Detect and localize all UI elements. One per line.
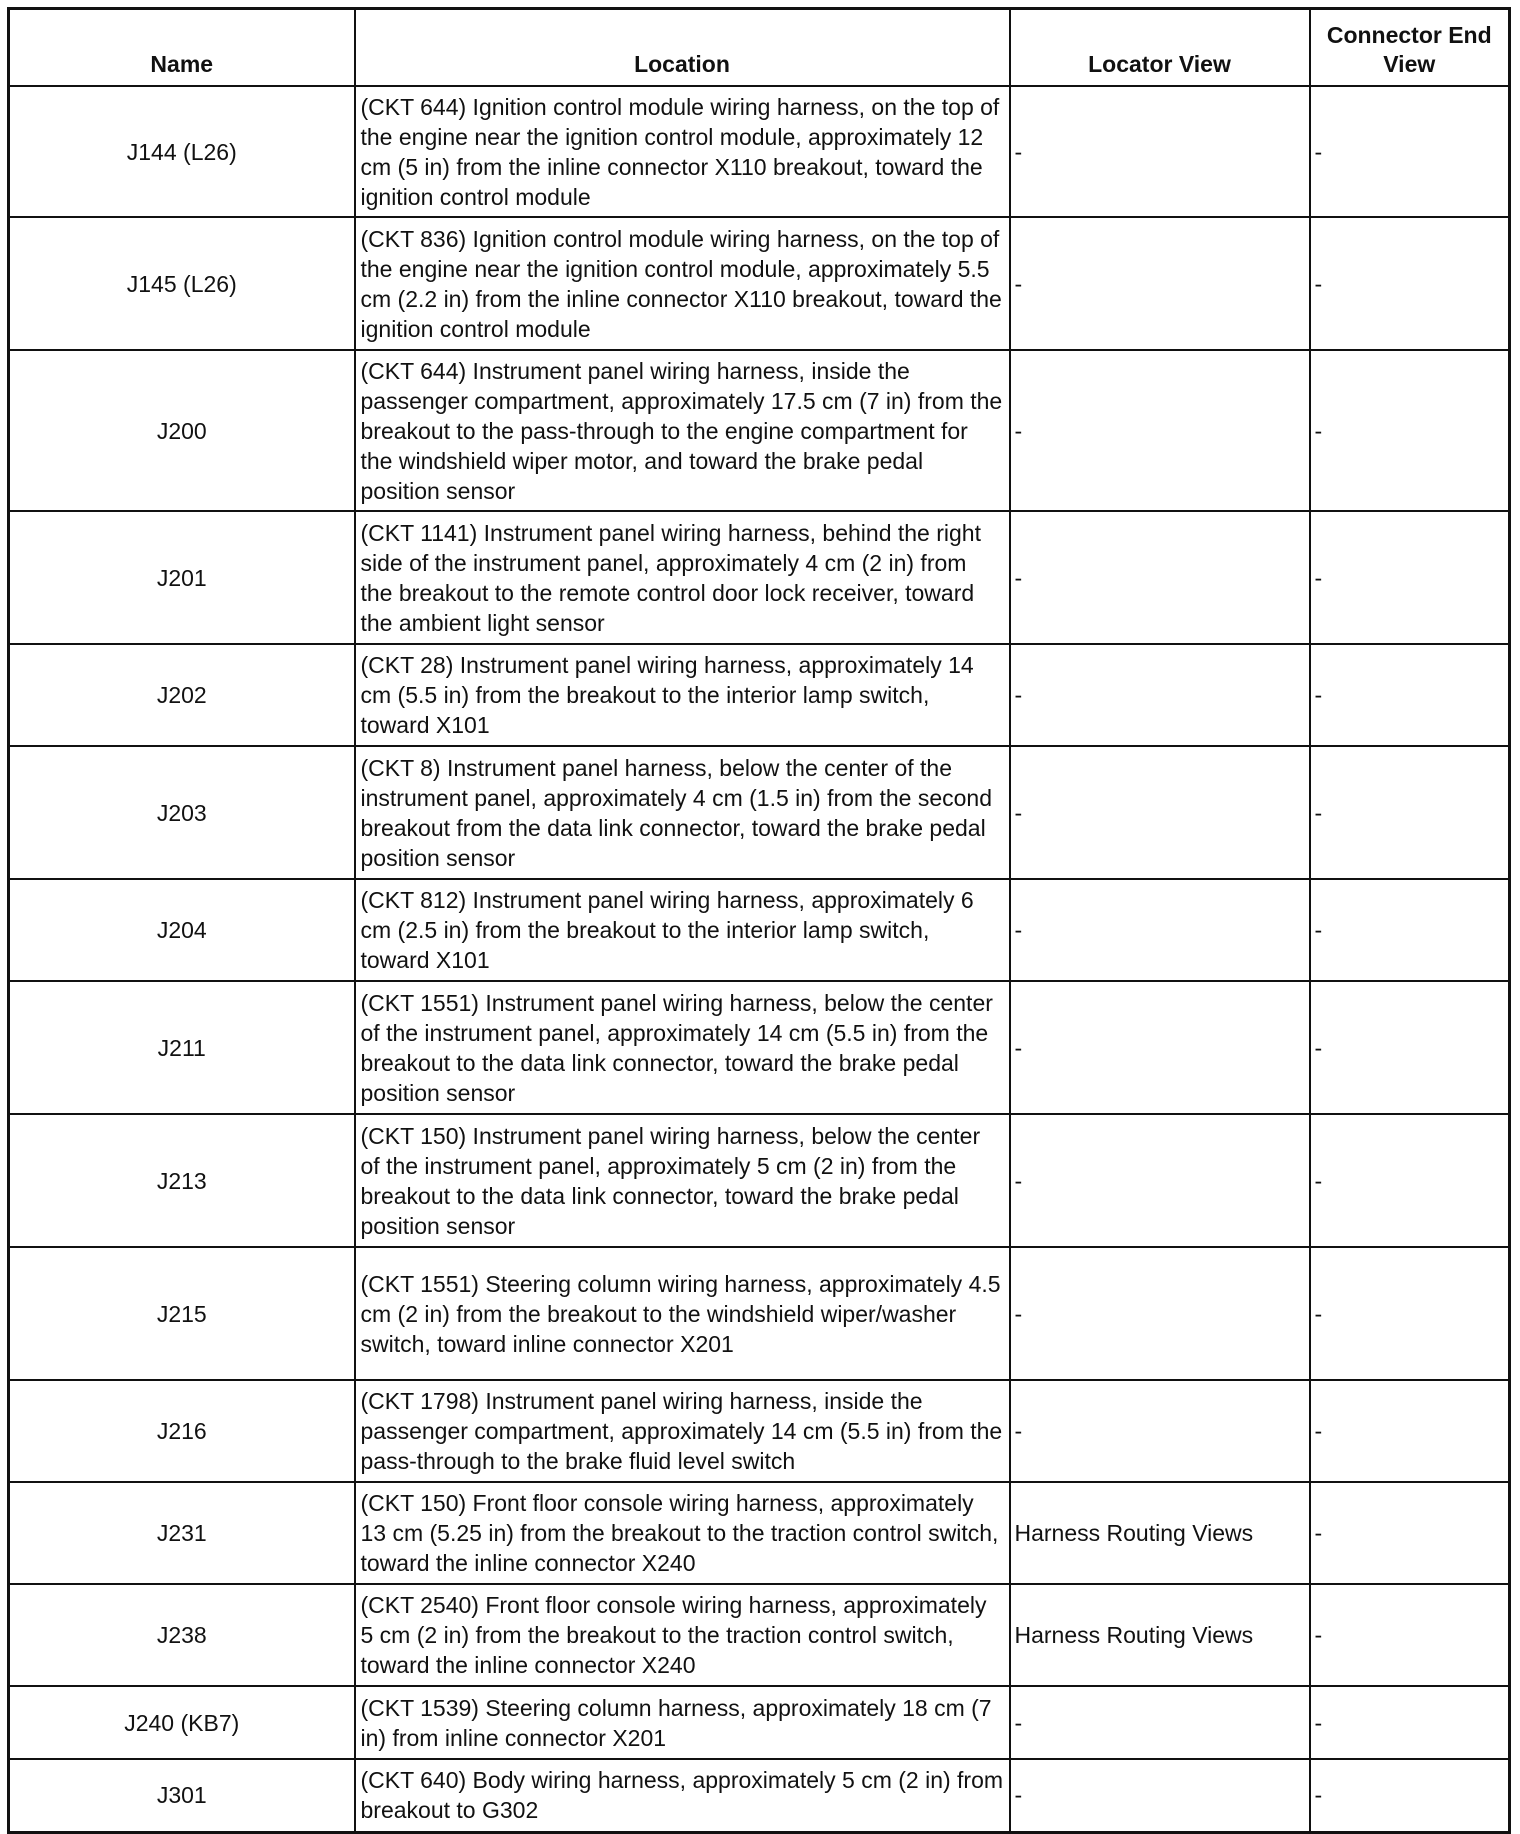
- connector-end-view: -: [1310, 350, 1510, 511]
- splice-name: J144 (L26): [9, 86, 355, 217]
- connector-end-view: -: [1310, 1247, 1510, 1380]
- locator-view: -: [1010, 1686, 1310, 1759]
- locator-view: -: [1010, 879, 1310, 981]
- header-connector-end-view: Connector End View: [1310, 9, 1510, 87]
- connector-end-view: -: [1310, 1759, 1510, 1832]
- splice-location: (CKT 812) Instrument panel wiring harness, approximately 6 cm (2.5 in) from the breakout to the interior lamp switch, toward X101: [355, 879, 1010, 981]
- connector-end-view: -: [1310, 1114, 1510, 1247]
- locator-view: -: [1010, 86, 1310, 217]
- locator-view: Harness Routing Views: [1010, 1482, 1310, 1584]
- connector-end-view: -: [1310, 1482, 1510, 1584]
- table-row: [9, 1686, 1510, 1759]
- splice-location: (CKT 1539) Steering column harness, approximately 18 cm (7 in) from inline connector X201: [355, 1686, 1010, 1759]
- splice-location: (CKT 2540) Front floor console wiring harness, approximately 5 cm (2 in) from the breakout to the traction control switch, toward the inline connector X240: [355, 1584, 1010, 1686]
- splice-location: (CKT 836) Ignition control module wiring harness, on the top of the engine near the ignition control module, approximately 5.5 cm (2.2 in) from the inline connector X110 breakout, toward the ignition control module: [355, 217, 1010, 350]
- table-row: [9, 1380, 1510, 1482]
- splice-location: (CKT 640) Body wiring harness, approximately 5 cm (2 in) from breakout to G302: [355, 1759, 1010, 1832]
- splice-name: J213: [9, 1114, 355, 1247]
- header-locator-view: Locator View: [1010, 9, 1310, 87]
- header-row: [9, 9, 1510, 87]
- splice-location: (CKT 1798) Instrument panel wiring harness, inside the passenger compartment, approximately 14 cm (5.5 in) from the pass-through to the brake fluid level switch: [355, 1380, 1010, 1482]
- table-header: [9, 9, 1510, 87]
- table-row: [9, 86, 1510, 217]
- locator-view: -: [1010, 746, 1310, 879]
- splice-location: (CKT 1551) Steering column wiring harness, approximately 4.5 cm (2 in) from the breakout to the windshield wiper/washer switch, toward inline connector X201: [355, 1247, 1010, 1380]
- connector-end-view: -: [1310, 511, 1510, 644]
- splice-name: J231: [9, 1482, 355, 1584]
- table-row: [9, 1247, 1510, 1380]
- locator-view: -: [1010, 1114, 1310, 1247]
- table-row: [9, 1482, 1510, 1584]
- connector-end-view: -: [1310, 86, 1510, 217]
- splice-name: J301: [9, 1759, 355, 1832]
- connector-end-view: -: [1310, 644, 1510, 746]
- table-row: [9, 217, 1510, 350]
- table-row: [9, 350, 1510, 511]
- header-name: Name: [9, 9, 355, 87]
- table-row: [9, 981, 1510, 1114]
- table-row: [9, 1584, 1510, 1686]
- splice-name: J240 (KB7): [9, 1686, 355, 1759]
- splice-location: (CKT 28) Instrument panel wiring harness, approximately 14 cm (5.5 in) from the breakout to the interior lamp switch, toward X101: [355, 644, 1010, 746]
- splice-name: J204: [9, 879, 355, 981]
- table-row: [9, 1114, 1510, 1247]
- locator-view: -: [1010, 1380, 1310, 1482]
- splice-name: J211: [9, 981, 355, 1114]
- splice-name: J201: [9, 511, 355, 644]
- splice-location: (CKT 150) Front floor console wiring harness, approximately 13 cm (5.25 in) from the breakout to the traction control switch, toward the inline connector X240: [355, 1482, 1010, 1584]
- splice-name: J200: [9, 350, 355, 511]
- locator-view: -: [1010, 217, 1310, 350]
- splice-name: J238: [9, 1584, 355, 1686]
- connector-end-view: -: [1310, 1380, 1510, 1482]
- table-row: [9, 644, 1510, 746]
- splice-name: J203: [9, 746, 355, 879]
- connector-end-view: -: [1310, 746, 1510, 879]
- splice-name: J215: [9, 1247, 355, 1380]
- splice-name: J216: [9, 1380, 355, 1482]
- locator-view: -: [1010, 1247, 1310, 1380]
- table-row: [9, 879, 1510, 981]
- locator-view: Harness Routing Views: [1010, 1584, 1310, 1686]
- table-row: [9, 511, 1510, 644]
- splice-name: J202: [9, 644, 355, 746]
- connector-end-view: -: [1310, 981, 1510, 1114]
- splice-location: (CKT 150) Instrument panel wiring harness, below the center of the instrument panel, approximately 5 cm (2 in) from the breakout to the data link connector, toward the brake pedal position sensor: [355, 1114, 1010, 1247]
- locator-view: -: [1010, 981, 1310, 1114]
- table-row: [9, 746, 1510, 879]
- splice-location: (CKT 1551) Instrument panel wiring harness, below the center of the instrument panel, approximately 14 cm (5.5 in) from the breakout to the data link connector, toward the brake pedal position sensor: [355, 981, 1010, 1114]
- locator-view: -: [1010, 644, 1310, 746]
- connector-end-view: -: [1310, 1686, 1510, 1759]
- splice-location-table: [7, 7, 1511, 1834]
- locator-view: -: [1010, 511, 1310, 644]
- splice-location: (CKT 1141) Instrument panel wiring harness, behind the right side of the instrument panel, approximately 4 cm (2 in) from the breakout to the remote control door lock receiver, toward the ambient light sensor: [355, 511, 1010, 644]
- locator-view: -: [1010, 1759, 1310, 1832]
- table-row: [9, 1759, 1510, 1832]
- splice-name: J145 (L26): [9, 217, 355, 350]
- splice-location: (CKT 644) Ignition control module wiring harness, on the top of the engine near the ignition control module, approximately 12 cm (5 in) from the inline connector X110 breakout, toward the ignition control module: [355, 86, 1010, 217]
- connector-end-view: -: [1310, 1584, 1510, 1686]
- connector-end-view: -: [1310, 879, 1510, 981]
- splice-location: (CKT 8) Instrument panel harness, below the center of the instrument panel, approximately 4 cm (1.5 in) from the second breakout from the data link connector, toward the brake pedal position sensor: [355, 746, 1010, 879]
- connector-end-view: -: [1310, 217, 1510, 350]
- header-location: Location: [355, 9, 1010, 87]
- locator-view: -: [1010, 350, 1310, 511]
- table-body: [9, 86, 1510, 1832]
- splice-location: (CKT 644) Instrument panel wiring harness, inside the passenger compartment, approximately 17.5 cm (7 in) from the breakout to the pass-through to the engine compartment for the windshield wiper motor, and toward the brake pedal position sensor: [355, 350, 1010, 511]
